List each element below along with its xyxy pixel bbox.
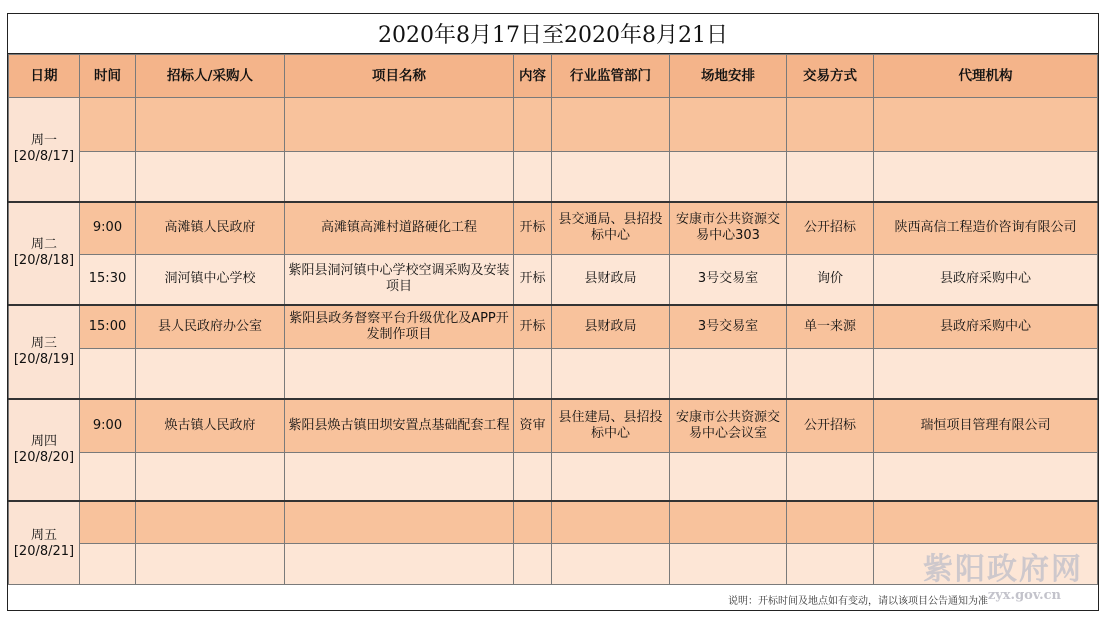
method-cell [787,98,874,152]
project-cell: 高滩镇高滩村道路硬化工程 [285,202,514,255]
venue-cell: 3号交易室 [670,255,787,305]
buyer-cell [136,349,285,399]
table-row [9,501,1098,544]
footer-note: 说明：开标时间及地点如有变动，请以该项目公告通知为准 [728,596,988,607]
supervisor-cell: 县财政局 [552,255,670,305]
time-cell [80,501,136,544]
day-name: 周二 [30,237,57,252]
content-cell [514,544,552,587]
supervisor-cell: 县住建局、县招投标中心 [552,399,670,453]
content-cell [514,349,552,399]
table-row [9,98,1098,152]
agency-cell [874,453,1098,501]
project-cell [285,349,514,399]
day-name: 周五 [30,527,57,543]
table-row [9,399,1098,453]
content-cell: 开标 [514,255,552,305]
supervisor-cell: 县财政局 [552,305,670,349]
content-cell: 开标 [514,305,552,349]
day-name: 周三 [30,335,57,351]
watermark-url: zyx.gov.cn [987,588,1061,603]
content-cell [514,453,552,501]
venue-cell [670,501,787,544]
project-cell [285,544,514,587]
method-cell [787,453,874,501]
agency-cell [874,501,1098,544]
day-cell [9,501,80,587]
schedule-table [8,54,1098,587]
content-cell: 开标 [514,202,552,255]
header-cell: 时间 [80,55,136,98]
header-cell: 日期 [9,55,80,98]
agency-cell: 县政府采购中心 [874,305,1098,349]
venue-cell [670,544,787,587]
day-date: [20/8/19] [13,351,75,367]
day-date: [20/8/21] [13,543,75,559]
table-row [9,152,1098,202]
day-cell [9,202,80,305]
buyer-cell [136,501,285,544]
supervisor-cell [552,349,670,399]
day-date: [20/8/17] [13,149,75,165]
supervisor-cell [552,501,670,544]
agency-cell: 陕西高信工程造价咨询有限公司 [874,202,1098,255]
agency-cell [874,349,1098,399]
agency-cell [874,98,1098,152]
method-cell: 单一来源 [787,305,874,349]
time-cell [80,453,136,501]
project-cell: 紫阳县政务督察平台升级优化及APP开发制作项目 [285,305,514,349]
time-cell: 15:30 [80,255,136,305]
agency-cell: 县政府采购中心 [874,255,1098,305]
supervisor-cell [552,152,670,202]
header-cell: 项目名称 [285,55,514,98]
buyer-cell [136,544,285,587]
supervisor-cell [552,544,670,587]
header-cell: 招标人/采购人 [136,55,285,98]
time-cell [80,98,136,152]
buyer-cell: 高滩镇人民政府 [136,202,285,255]
project-cell: 紫阳县焕古镇田坝安置点基础配套工程 [285,399,514,453]
time-cell: 9:00 [80,399,136,453]
method-cell [787,349,874,399]
method-cell [787,501,874,544]
venue-cell: 安康市公共资源交易中心303 [670,202,787,255]
project-cell [285,98,514,152]
project-cell [285,501,514,544]
content-cell [514,98,552,152]
supervisor-cell: 县交通局、县招投标中心 [552,202,670,255]
buyer-cell: 焕古镇人民政府 [136,399,285,453]
venue-cell [670,152,787,202]
venue-cell: 3号交易室 [670,305,787,349]
header-cell: 行业监管部门 [552,55,670,98]
content-cell: 资审 [514,399,552,453]
table-row [9,349,1098,399]
header-cell: 场地安排 [670,55,787,98]
agency-cell: 瑞恒项目管理有限公司 [874,399,1098,453]
table-row [9,255,1098,305]
content-cell [514,501,552,544]
day-cell [9,305,80,399]
header-cell: 代理机构 [874,55,1098,98]
buyer-cell: 县人民政府办公室 [136,305,285,349]
buyer-cell [136,152,285,202]
method-cell: 公开招标 [787,202,874,255]
time-cell [80,152,136,202]
venue-cell [670,98,787,152]
schedule-title: 2020年8月17日至2020年8月21日 [8,14,1098,54]
day-date: [20/8/20] [13,449,75,465]
project-cell: 紫阳县洞河镇中心学校空调采购及安装项目 [285,255,514,305]
method-cell: 公开招标 [787,399,874,453]
venue-cell [670,349,787,399]
header-cell: 交易方式 [787,55,874,98]
buyer-cell: 洞河镇中心学校 [136,255,285,305]
header-cell: 内容 [514,55,552,98]
supervisor-cell [552,98,670,152]
agency-cell [874,152,1098,202]
day-name: 周四 [30,433,57,449]
day-cell [9,399,80,501]
header-row [9,55,1098,98]
time-cell [80,349,136,399]
method-cell [787,152,874,202]
day-name: 周一 [30,133,57,149]
project-cell [285,152,514,202]
time-cell: 9:00 [80,202,136,255]
day-date: [20/8/18] [13,253,75,268]
table-row [9,453,1098,501]
buyer-cell [136,453,285,501]
table-row [9,202,1098,255]
buyer-cell [136,98,285,152]
project-cell [285,453,514,501]
supervisor-cell [552,453,670,501]
method-cell: 询价 [787,255,874,305]
time-cell [80,544,136,587]
venue-cell: 安康市公共资源交易中心会议室 [670,399,787,453]
time-cell: 15:00 [80,305,136,349]
content-cell [514,152,552,202]
venue-cell [670,453,787,501]
watermark-logo: 紫阳政府网 [923,552,1083,587]
schedule-sheet [7,13,1099,611]
day-cell [9,98,80,202]
table-row [9,305,1098,349]
method-cell [787,544,874,587]
